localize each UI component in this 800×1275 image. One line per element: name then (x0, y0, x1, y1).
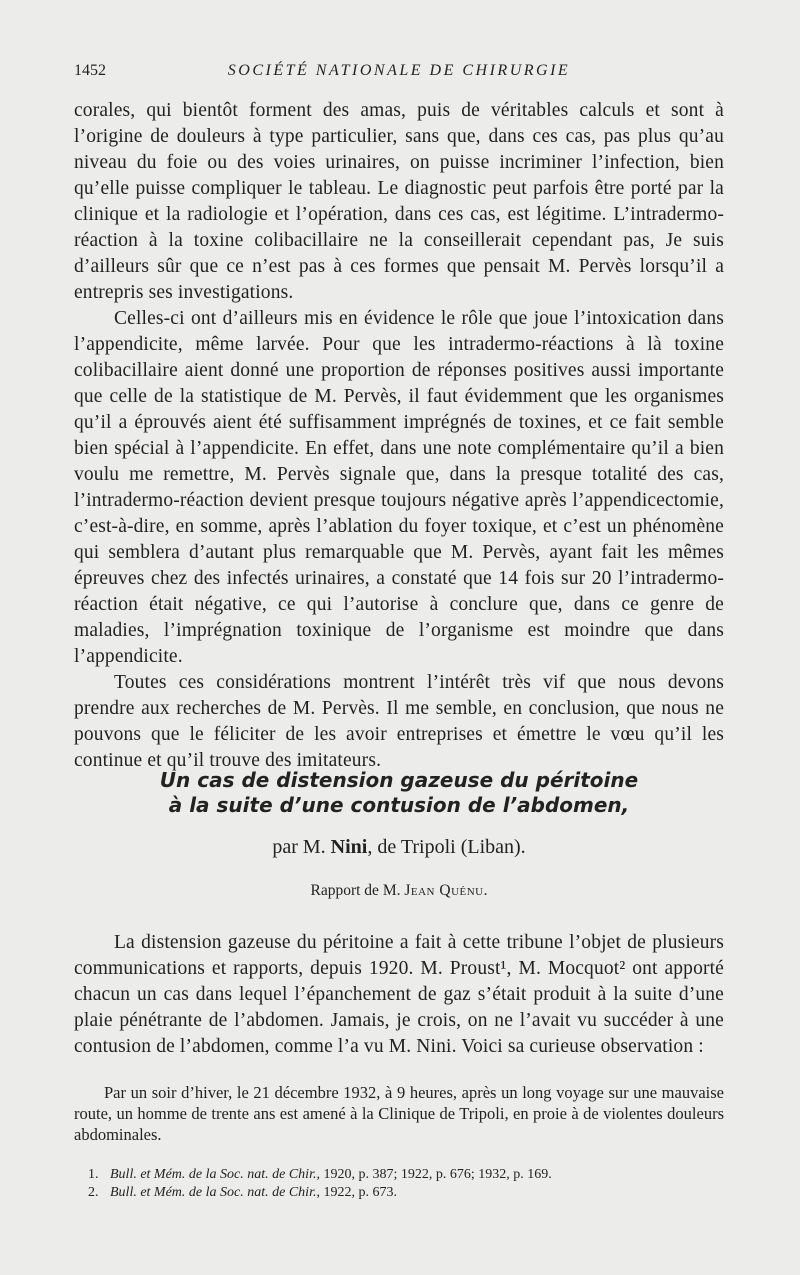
byline (74, 836, 724, 859)
observation-text: Par un soir d’hiver, le 21 décembre 1932, à 9 heures, après un long voyage sur une mauvaise route, un homme de trente ans est amené à la Clinique de Tripoli, en proie à de violentes douleurs abdominales. (74, 1083, 724, 1144)
footnote-1 (88, 1166, 708, 1184)
footnotes (88, 1166, 708, 1202)
running-header (74, 62, 724, 84)
report-prefix: Rapport de M. (310, 882, 401, 899)
byline-suffix: , de Tripoli (Liban). (367, 836, 526, 858)
footnote-source: Bull. et Mém. de la Soc. nat. de Chir. (110, 1167, 317, 1182)
page-number: 1452 (74, 62, 106, 79)
footnote-2 (88, 1184, 708, 1202)
author-name: Nini (330, 836, 368, 858)
byline-prefix: par M. (272, 836, 326, 858)
footnote-refs: , 1920, p. 387; 1922, p. 676; 1932, p. 169. (316, 1167, 552, 1182)
paragraph-continuation: corales, qui bientôt forment des amas, puis de véritables calculs et sont à l’origine de douleurs à type particulier, sans que, dans ces cas, pas plus qu’au niveau du foie ou des voies urinaires, on puisse incriminer l’infection, bien qu’elle puisse compliquer le tableau. Le diagnostic peut parfois être porté par la clinique et la radiologie et l’opération, dans ces cas, est légitime. L’intradermo-réaction à la toxine colibacillaire ne la conseillerait cependant pas, Je suis d’ailleurs sûr que ce n’est pas à ces formes que pensait M. Pervès lorsqu’il a entrepris ses investigations. (74, 100, 724, 303)
article-body (74, 930, 724, 1060)
paragraph-conclusion: Toutes ces considérations montrent l’intérêt très vif que nous devons prendre aux recherches de M. Pervès. Il me semble, en conclusion, que nous ne pouvons que le féliciter de les avoir entreprises et émettre le vœu qu’il les continue et qu’il trouve des imitateurs. (74, 672, 724, 771)
paragraph-intro: La distension gazeuse du péritoine a fait à cette tribune l’objet de plusieurs communications et rapports, depuis 1920. M. Proust¹, M. Mocquot² ont apporté chacun un cas dans lequel l’épanchement de gaz s’était produit à la suite d’une plaie pénétrante de l’abdomen. Jamais, je crois, on ne l’avait vu succéder à une contusion de l’abdomen, comme l’a vu M. Nini. Voici sa curieuse observation : (74, 932, 724, 1057)
report-attribution (74, 882, 724, 900)
reporter-name: Jean Quénu (404, 882, 484, 899)
footnote-refs: , 1922, p. 673. (316, 1185, 397, 1200)
footnote-number: 1. (88, 1167, 99, 1182)
continued-report-text (74, 98, 724, 774)
footnote-source: Bull. et Mém. de la Soc. nat. de Chir. (110, 1185, 317, 1200)
report-suffix: . (483, 882, 488, 899)
article-title (74, 768, 724, 818)
article-title-line-2: à la suite d’une contusion de l’abdomen, (168, 793, 630, 817)
footnote-number: 2. (88, 1185, 99, 1200)
article-title-line-1: Un cas de distension gazeuse du péritoine (159, 768, 639, 792)
paragraph-appendicitis: Celles-ci ont d’ailleurs mis en évidence le rôle que joue l’intoxication dans l’appendicite, même larvée. Pour que les intradermo-réactions à là toxine colibacillaire aient donné une proportion de réponses positives aussi importante que celle de la statistique de M. Pervès, il faut évidemment que les organismes qu’il a éprouvés aient été suffisamment imprégnés de toxines, et ce fait semble bien spécial à l’appendicite. En effet, dans une note complémentaire qu’il a bien voulu me remettre, M. Pervès signale que, dans la presque totalité des cas, l’intradermo-réaction devient presque toujours négative après l’appendicectomie, c’est-à-dire, en somme, après l’ablation du foyer toxique, et c’est un phénomène qui semblera d’autant plus remarquable que M. Pervès, ayant fait les mêmes épreuves chez des infectés urinaires, a constaté que 14 fois sur 20 l’intradermo-réaction était négative, ce qui l’autorise à conclure que, dans ce genre de maladies, l’imprégnation toxinique de l’organisme est moindre que dans l’appendicite. (74, 308, 724, 667)
journal-title: SOCIÉTÉ NATIONALE DE CHIRURGIE (227, 62, 571, 79)
